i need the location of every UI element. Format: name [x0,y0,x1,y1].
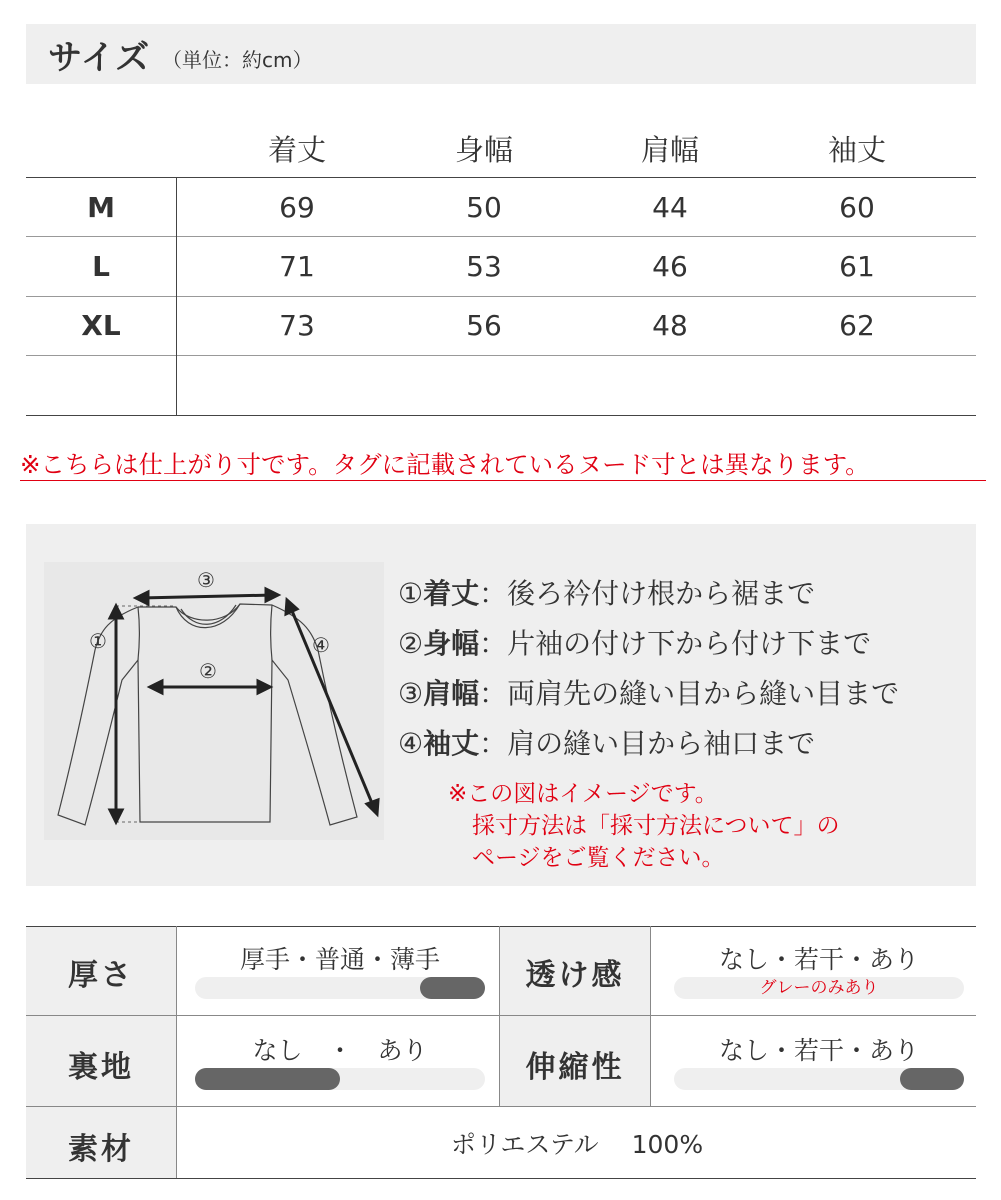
image-note-line: ※この図はイメージです。 [448,781,718,807]
legend-shoulder [398,672,899,712]
table-cell: 62 [839,309,875,342]
legend-sleeve [398,722,815,762]
lining-bar-track [195,1068,485,1090]
spec-col-divider [650,926,651,1106]
finished-size-note: ※こちらは仕上がり寸です。タグに記載されているヌード寸とは異なります。 [20,450,870,479]
legend-num: ④ [398,727,424,760]
spec-divider [26,1106,976,1107]
spec-label-transparency: 透け感 [525,958,625,993]
spec-divider [26,1178,976,1179]
table-cell: 73 [279,309,315,342]
size-title: サイズ [48,38,151,78]
image-note-line: ページをご覧ください。 [472,845,725,871]
transparency-note: グレーのみあり [759,978,879,998]
col-header-width: 身幅 [454,133,513,167]
legend-term: 肩幅 [423,677,480,710]
legend-num: ② [398,627,424,660]
spec-label-material: 素材 [68,1132,134,1167]
table-cell: 69 [279,191,315,224]
legend-length [398,572,815,612]
table-cell: 50 [466,191,502,224]
marker-width-icon: ② [199,659,217,683]
legend-desc: ：片袖の付け下から付け下まで [479,627,872,660]
legend-desc: ：肩の縫い目から袖口まで [479,727,816,760]
col-header-sleeve: 袖丈 [827,133,886,167]
table-cell: 71 [279,250,315,283]
col-header-length: 着丈 [267,133,326,167]
col-header-shoulder: 肩幅 [640,133,699,167]
measure-arrows [110,589,378,822]
spec-divider [26,1015,976,1016]
row-label-l: L [92,250,110,283]
legend-desc: ：両肩先の縫い目から縫い目まで [479,677,900,710]
row-label-m: M [87,191,115,224]
legend-width [398,622,871,662]
stretch-bar-fill [900,1068,964,1090]
row-label-xl: XL [81,309,121,342]
spec-options-thickness: 厚手・普通・薄手 [239,945,440,974]
spec-options-transparency: なし・若干・あり [718,945,919,974]
table-cell: 44 [652,191,688,224]
marker-shoulder-icon: ③ [197,568,215,592]
size-unit-label: （単位：約cm） [162,48,313,72]
spec-value-material: ポリエステル 100% [450,1130,704,1159]
table-cell: 46 [652,250,688,283]
legend-desc: ：後ろ衿付け根から裾まで [479,577,816,610]
spec-options-lining: なし ・ あり [252,1036,428,1065]
legend-term: 袖丈 [423,727,480,760]
legend-num: ① [398,577,424,610]
spec-label-stretch: 伸縮性 [525,1050,625,1085]
legend-term: 着丈 [423,577,480,610]
marker-sleeve-icon: ④ [312,633,330,657]
thickness-bar-track [195,977,485,999]
stretch-bar-track [674,1068,964,1090]
spec-options-stretch: なし・若干・あり [718,1036,919,1065]
image-note-line: 採寸方法は「採寸方法について」の [472,813,840,839]
table-cell: 61 [839,250,875,283]
measure-guides [116,606,176,822]
legend-term: 身幅 [423,627,480,660]
lining-bar-fill [195,1068,340,1090]
table-cell: 53 [466,250,502,283]
spec-label-thickness: 厚さ [68,958,134,993]
table-cell: 60 [839,191,875,224]
thickness-bar-fill [420,977,485,999]
table-cell: 48 [652,309,688,342]
legend-num: ③ [398,677,424,710]
table-cell: 56 [466,309,502,342]
spec-label-lining: 裏地 [68,1050,134,1085]
marker-length-icon: ① [89,629,107,653]
spec-divider [26,926,976,927]
